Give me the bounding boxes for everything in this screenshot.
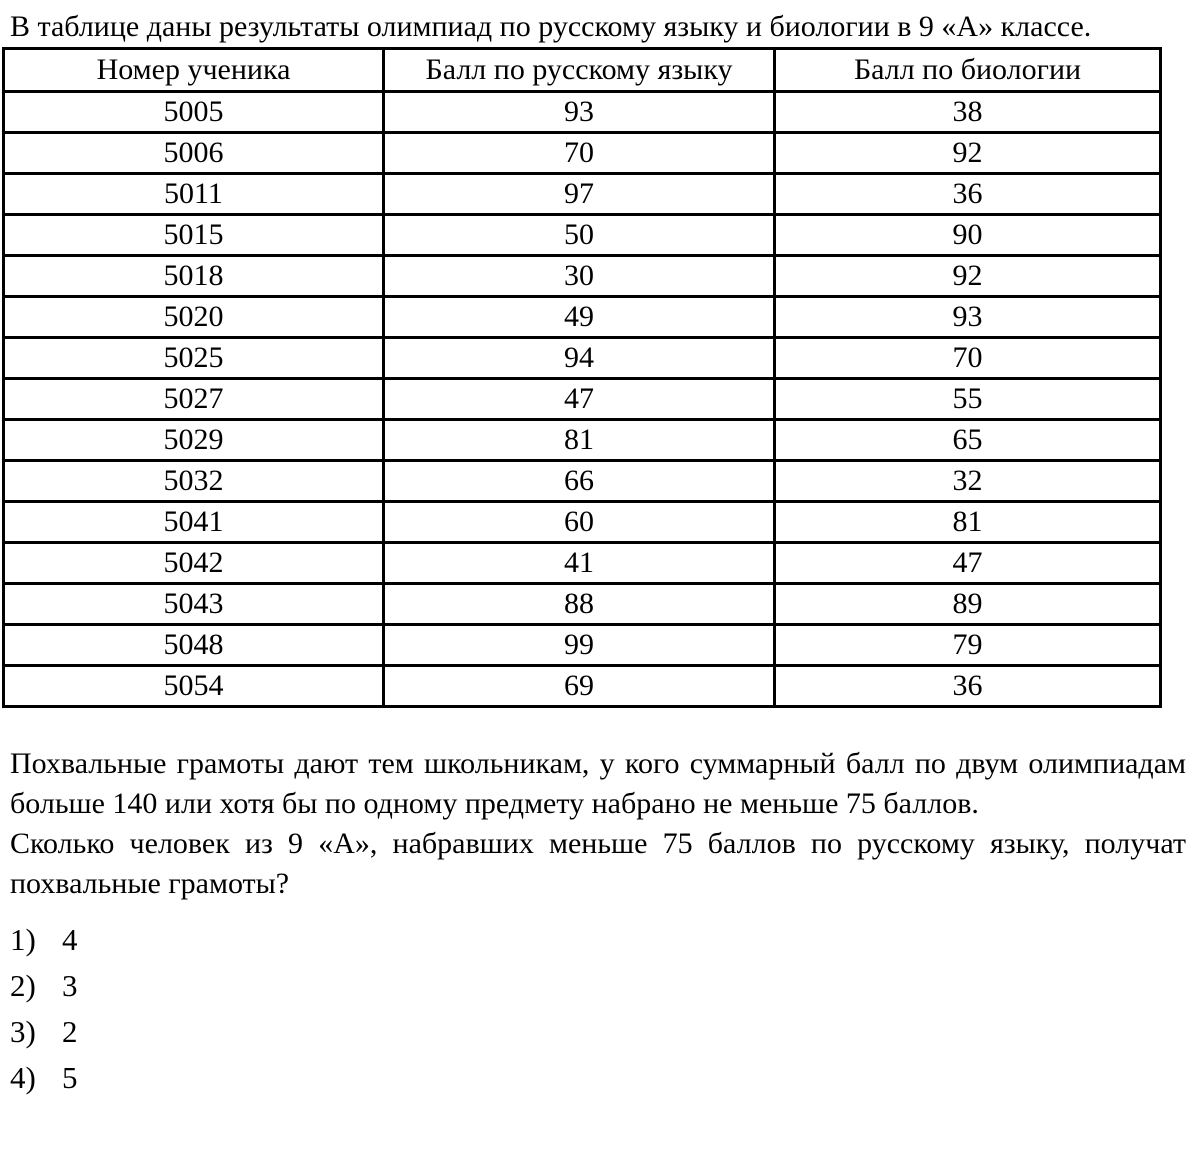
- table-cell: 55: [775, 379, 1161, 420]
- answer-option: [10, 1014, 1200, 1060]
- table-cell: 41: [384, 543, 775, 584]
- table-cell: 38: [775, 92, 1161, 133]
- option-label: 2): [10, 968, 36, 1003]
- table-cell: 93: [775, 297, 1161, 338]
- table-cell: 99: [384, 625, 775, 666]
- table-cell: 47: [775, 543, 1161, 584]
- option-value: 2: [62, 1014, 78, 1049]
- table-row: [4, 297, 1161, 338]
- table-row: [4, 584, 1161, 625]
- option-label: 1): [10, 922, 36, 957]
- table-cell: 93: [384, 92, 775, 133]
- table-cell: 5006: [4, 133, 384, 174]
- table-cell: 66: [384, 461, 775, 502]
- options-list: [10, 922, 1200, 1106]
- table-cell: 5048: [4, 625, 384, 666]
- table-cell: 5020: [4, 297, 384, 338]
- question-text: Сколько человек из 9 «А», набравших меньше 75 баллов по русскому языку, получат похвальные грамоты?: [10, 827, 1186, 900]
- table-cell: 32: [775, 461, 1161, 502]
- table-row: [4, 461, 1161, 502]
- table-cell: 89: [775, 584, 1161, 625]
- table-cell: 5011: [4, 174, 384, 215]
- table-cell: 5018: [4, 256, 384, 297]
- problem-text-block: [10, 744, 1186, 904]
- table-cell: 5027: [4, 379, 384, 420]
- table-cell: 5041: [4, 502, 384, 543]
- option-value: 4: [62, 922, 78, 957]
- table-cell: 49: [384, 297, 775, 338]
- table-row: [4, 543, 1161, 584]
- option-label: 3): [10, 1014, 36, 1049]
- table-cell: 92: [775, 133, 1161, 174]
- table-cell: 92: [775, 256, 1161, 297]
- table-cell: 47: [384, 379, 775, 420]
- table-cell: 36: [775, 666, 1161, 707]
- table-cell: 81: [384, 420, 775, 461]
- table-cell: 5029: [4, 420, 384, 461]
- table-cell: 50: [384, 215, 775, 256]
- table-row: [4, 666, 1161, 707]
- answer-option: [10, 1060, 1200, 1106]
- table-row: [4, 174, 1161, 215]
- table-cell: 30: [384, 256, 775, 297]
- option-label: 4): [10, 1060, 36, 1095]
- column-header-0: Номер ученика: [4, 49, 384, 92]
- table-cell: 60: [384, 502, 775, 543]
- table-cell: 5015: [4, 215, 384, 256]
- table-cell: 79: [775, 625, 1161, 666]
- table-row: [4, 338, 1161, 379]
- table-cell: 88: [384, 584, 775, 625]
- answer-option: [10, 968, 1200, 1014]
- table-cell: 69: [384, 666, 775, 707]
- answer-option: [10, 922, 1200, 968]
- column-header-2: Балл по биологии: [775, 49, 1161, 92]
- table-cell: 36: [775, 174, 1161, 215]
- table-cell: 5005: [4, 92, 384, 133]
- condition-text: Похвальные грамоты дают тем школьникам, у кого суммарный балл по двум олимпиадам больше 140 или хотя бы по одному предмету набрано не меньше 75 баллов.: [10, 747, 1186, 820]
- table-cell: 5043: [4, 584, 384, 625]
- table-row: [4, 502, 1161, 543]
- table-cell: 97: [384, 174, 775, 215]
- table-header-row: [4, 49, 1161, 92]
- table-row: [4, 379, 1161, 420]
- table-cell: 70: [384, 133, 775, 174]
- table-cell: 90: [775, 215, 1161, 256]
- table-row: [4, 625, 1161, 666]
- option-value: 5: [62, 1060, 78, 1095]
- table-cell: 5032: [4, 461, 384, 502]
- table-cell: 5025: [4, 338, 384, 379]
- table-row: [4, 256, 1161, 297]
- option-value: 3: [62, 968, 78, 1003]
- table-cell: 94: [384, 338, 775, 379]
- table-row: [4, 420, 1161, 461]
- table-row: [4, 215, 1161, 256]
- table-cell: 5054: [4, 666, 384, 707]
- column-header-1: Балл по русскому языку: [384, 49, 775, 92]
- table-row: [4, 92, 1161, 133]
- results-table: [2, 47, 1162, 708]
- table-cell: 5042: [4, 543, 384, 584]
- table-cell: 70: [775, 338, 1161, 379]
- table-body: [4, 92, 1161, 707]
- table-row: [4, 133, 1161, 174]
- table-cell: 81: [775, 502, 1161, 543]
- problem-page: [0, 6, 1200, 1169]
- intro-text: В таблице даны результаты олимпиад по русскому языку и биологии в 9 «А» классе.: [10, 10, 1092, 43]
- table-cell: 65: [775, 420, 1161, 461]
